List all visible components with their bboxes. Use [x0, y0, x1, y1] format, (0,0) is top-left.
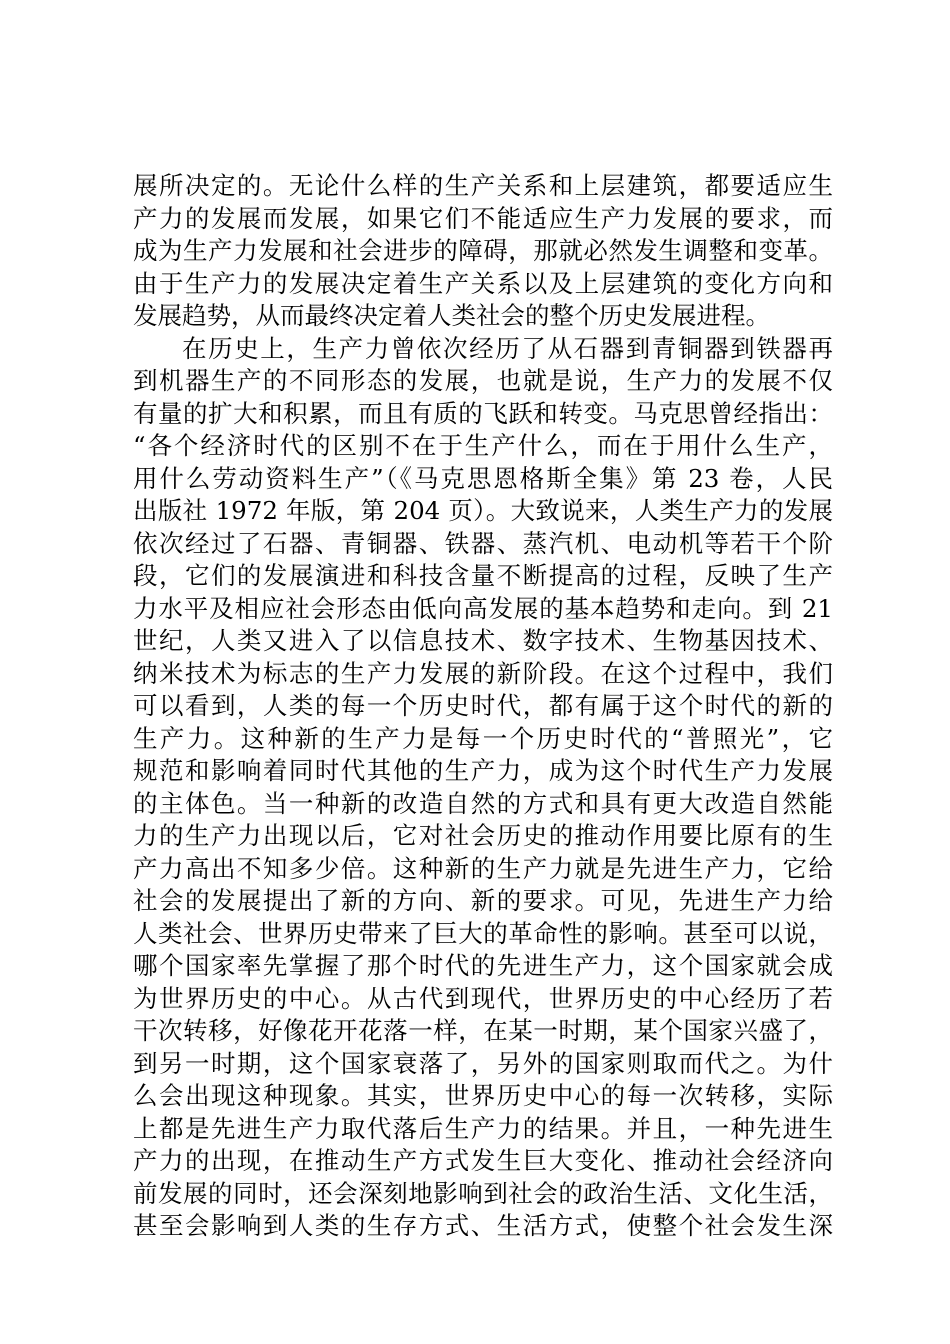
text-line: 上都是先进生产力取代落后生产力的结果。并且，一种先进生	[133, 1113, 833, 1143]
text-line: 规范和影响着同时代其他的生产力，成为这个时代生产力发展	[133, 756, 833, 785]
text-line: 甚至会影响到人类的生存方式、生活方式，使整个社会发生深	[133, 1211, 833, 1240]
text-line: 社会的发展提出了新的方向、新的要求。可见，先进生产力给	[133, 886, 833, 915]
text-line: 用什么劳动资料生产”（《马克思恩格斯全集》第 23 卷，人民	[133, 463, 833, 493]
text-line: 生产力。这种新的生产力是每一个历史时代的“普照光”，它	[133, 723, 833, 753]
text-line: “各个经济时代的区别不在于生产什么，而在于用什么生产，	[133, 431, 833, 460]
text-line: 由于生产力的发展决定着生产关系以及上层建筑的变化方向和	[133, 268, 833, 298]
text-line: 产力高出不知多少倍。这种新的生产力就是先进生产力，它给	[133, 853, 833, 883]
text-line: 哪个国家率先掌握了那个时代的先进生产力，这个国家就会成	[133, 951, 833, 980]
text-line: 展所决定的。无论什么样的生产关系和上层建筑，都要适应生	[133, 171, 833, 200]
text-line: 产力的出现，在推动生产方式发生巨大变化、推动社会经济向	[133, 1146, 833, 1175]
text-line: 出版社 1972 年版，第 204 页）。大致说来，人类生产力的发展	[133, 496, 833, 525]
text-line: 段，它们的发展演进和科技含量不断提高的过程，反映了生产	[133, 561, 833, 590]
text-line: 到另一时期，这个国家衰落了，另外的国家则取而代之。为什	[133, 1048, 833, 1078]
body-text	[133, 170, 833, 1243]
text-line: 在历史上，生产力曾依次经历了从石器到青铜器到铁器再	[182, 333, 833, 363]
text-line: 干次转移，好像花开花落一样，在某一时期，某个国家兴盛了，	[133, 1016, 833, 1045]
text-line: 有量的扩大和积累，而且有质的飞跃和转变。马克思曾经指出：	[133, 398, 833, 428]
text-line: 成为生产力发展和社会进步的障碍，那就必然发生调整和变革。	[133, 236, 833, 265]
text-line: 为世界历史的中心。从古代到现代，世界历史的中心经历了若	[133, 983, 833, 1013]
text-line: 世纪，人类又进入了以信息技术、数字技术、生物基因技术、	[133, 626, 833, 655]
text-line: 前发展的同时，还会深刻地影响到社会的政治生活、文化生活，	[133, 1178, 833, 1208]
text-line: 到机器生产的不同形态的发展，也就是说，生产力的发展不仅	[133, 366, 833, 395]
text-line: 人类社会、世界历史带来了巨大的革命性的影响。甚至可以说，	[133, 918, 833, 948]
text-line: 产力的发展而发展，如果它们不能适应生产力发展的要求，而	[133, 203, 833, 233]
text-line: 的主体色。当一种新的改造自然的方式和具有更大改造自然能	[133, 788, 833, 818]
text-line: 可以看到，人类的每一个历史时代，都有属于这个时代的新的	[133, 691, 833, 720]
text-line: 么会出现这种现象。其实，世界历史中心的每一次转移，实际	[133, 1081, 833, 1110]
text-line: 力的生产力出现以后，它对社会历史的推动作用要比原有的生	[133, 821, 833, 850]
text-line: 纳米技术为标志的生产力发展的新阶段。在这个过程中，我们	[133, 658, 833, 688]
text-line: 依次经过了石器、青铜器、铁器、蒸汽机、电动机等若干个阶	[133, 528, 833, 558]
text-line: 力水平及相应社会形态由低向高发展的基本趋势和走向。到 21	[133, 593, 833, 623]
text-line: 发展趋势，从而最终决定着人类社会的整个历史发展进程。	[133, 301, 770, 330]
